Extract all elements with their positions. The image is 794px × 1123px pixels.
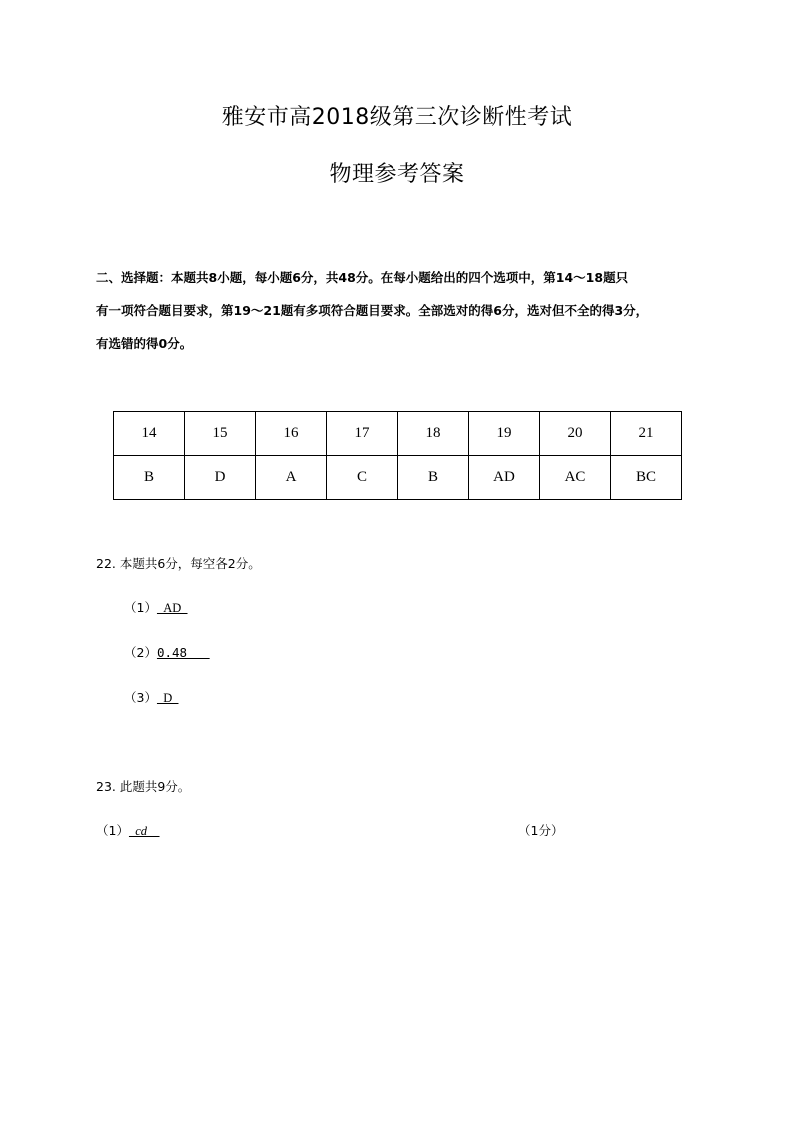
answer-cell: A <box>256 456 327 500</box>
item-answer: 0.48 <box>156 645 210 660</box>
question-number: 16 <box>256 412 327 456</box>
answer-cell: B <box>114 456 185 500</box>
question-number: 20 <box>540 412 611 456</box>
item-label: （3） <box>124 690 157 705</box>
instructions-line-1: 二、选择题：本题共8小题，每小题6分，共48分。在每小题给出的四个选项中，第14～18题只 <box>96 270 629 285</box>
answer-cell: AD <box>469 456 540 500</box>
item-answer: D <box>156 691 179 705</box>
answer-cell: C <box>327 456 398 500</box>
item-answer: AD <box>156 601 188 615</box>
q22-item-1 <box>124 598 188 616</box>
page-title: 雅安市高2018级第三次诊断性考试 <box>221 105 573 130</box>
question-number: 14 <box>114 412 185 456</box>
q23-item-1 <box>96 821 160 839</box>
item-label: （1） <box>124 600 157 615</box>
item-label: （2） <box>124 645 157 660</box>
q22-header: 22. 本题共6分，每空各2分。 <box>96 556 261 571</box>
q23-item-1-score: （1分） <box>518 823 564 838</box>
answer-table <box>113 411 682 500</box>
answer-row <box>114 456 682 500</box>
section-instructions <box>96 261 706 360</box>
question-number: 21 <box>611 412 682 456</box>
question-number: 18 <box>398 412 469 456</box>
answer-cell: BC <box>611 456 682 500</box>
question-number: 17 <box>327 412 398 456</box>
item-label: （1） <box>96 823 129 838</box>
answer-cell: D <box>185 456 256 500</box>
answer-cell: B <box>398 456 469 500</box>
instructions-line-3: 有选错的得0分。 <box>96 336 193 351</box>
question-number: 19 <box>469 412 540 456</box>
q22-item-2 <box>124 643 210 661</box>
answer-cell: AC <box>540 456 611 500</box>
question-number-row <box>114 412 682 456</box>
instructions-line-2: 有一项符合题目要求，第19～21题有多项符合题目要求。全部选对的得6分，选对但不全的得3分， <box>96 303 649 318</box>
q22-item-3 <box>124 688 178 706</box>
question-number: 15 <box>185 412 256 456</box>
page-subtitle: 物理参考答案 <box>329 162 465 187</box>
q23-header: 23. 此题共9分。 <box>96 779 191 794</box>
item-answer: cd <box>128 824 160 838</box>
